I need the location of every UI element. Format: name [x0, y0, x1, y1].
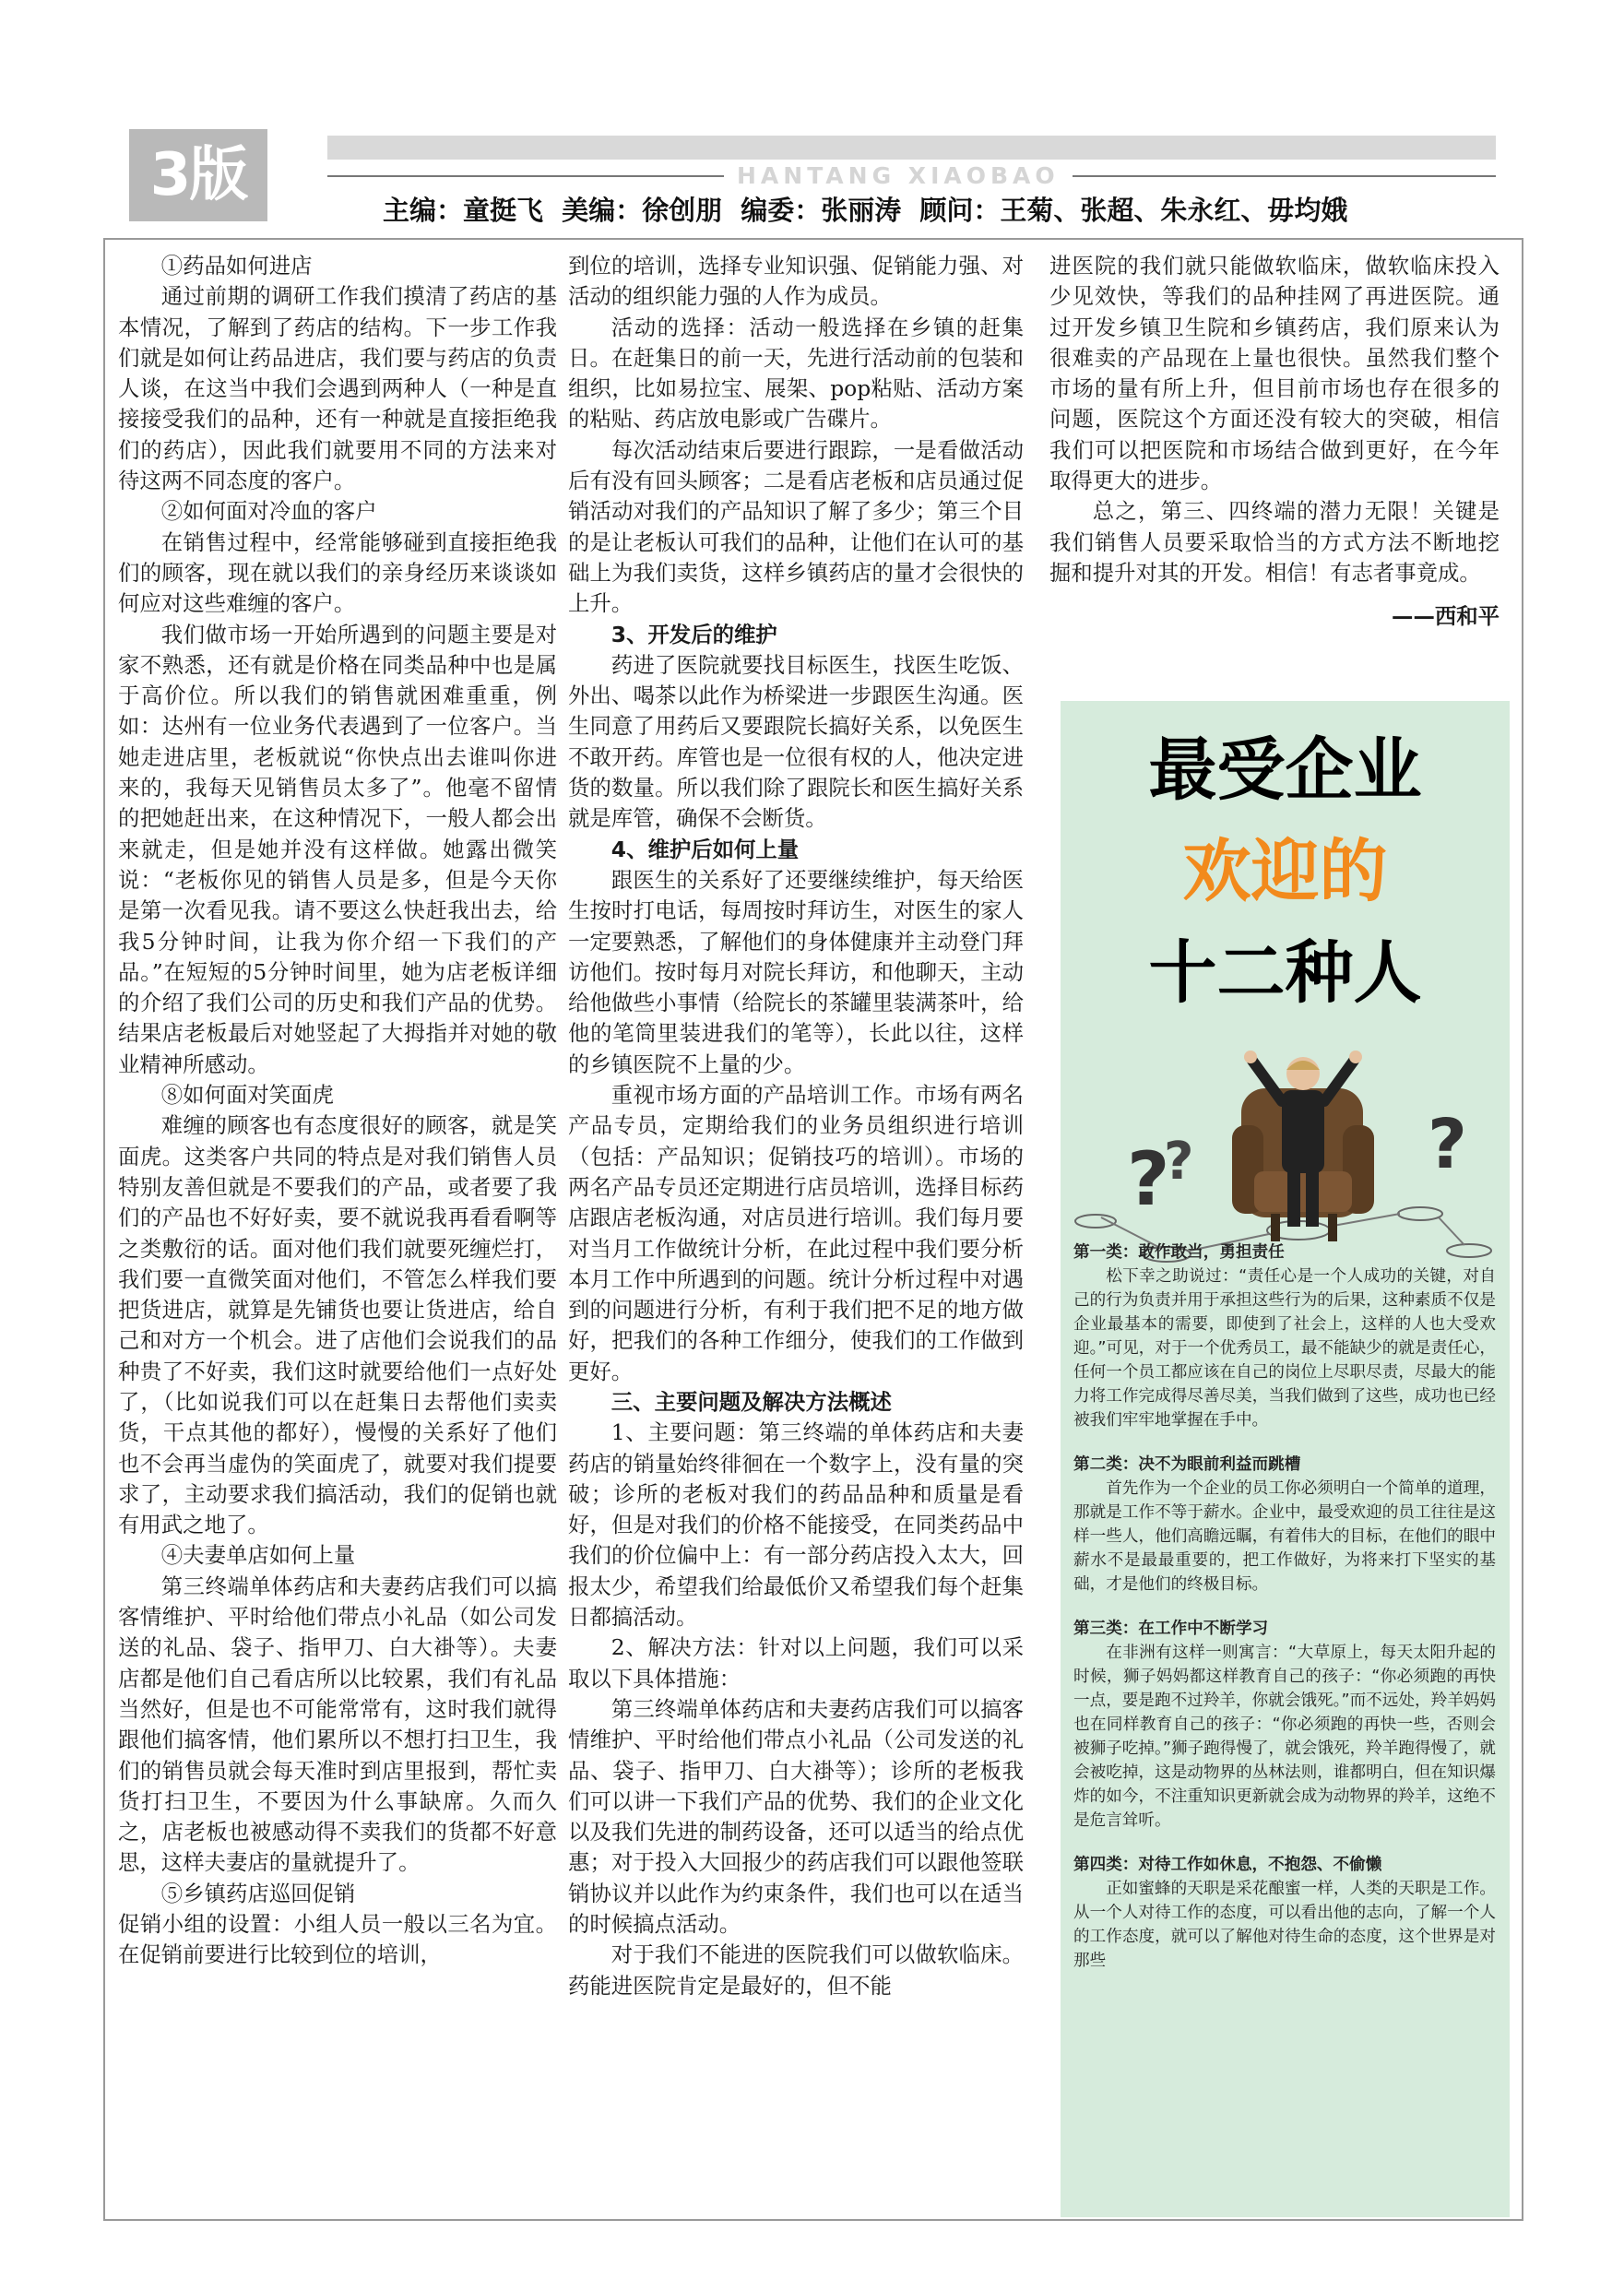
editor-chief: 主编：童挺飞 — [383, 195, 544, 226]
article-column-1 — [118, 251, 557, 1971]
masthead-title: HANTANG XIAOBAO — [724, 164, 1073, 188]
svg-text:?: ? — [1164, 1132, 1194, 1192]
paragraph: 药进了医院就要找目标医生，找医生吃饭、外出、喝茶以此作为桥梁进一步跟医生沟通。医生同意了用药后又要跟院长搞好关系，以免医生不敢开药。库管也是一位很有权的人，他决定进货的数量。所以我们除了跟院长和医生搞好关系就是库管，确保不会断货。 — [568, 651, 1024, 832]
editor-advisors: 顾问：王菊、张超、朱永红、毋均娥 — [919, 195, 1348, 226]
paragraph: 促销小组的设置：小组人员一般以三名为宜。在促销前要进行比较到位的培训， — [118, 1911, 557, 1968]
page-number-badge: 3版 — [129, 129, 267, 221]
editor-committee: 编委：张丽涛 — [741, 195, 902, 226]
paragraph: 重视市场方面的产品培训工作。市场有两名产品专员，定期给我们的业务员组织进行培训（包括：产品知识；促销技巧的培训）。市场的两名产品专员还定期进行店员培训，选择目标药店跟店老板沟通，对店员进行培训。我们每月要对当月工作做统计分析，在此过程中我们要分析本月工作中所遇到的问题。统计分析过程中对遇到的问题进行分析，有利于我们把不足的地方做好，把我们的各种工作细分，使我们的工作做到更好。 — [568, 1082, 1024, 1384]
author-signature: ——西和平 — [1392, 603, 1500, 630]
section-heading: ①药品如何进店 — [160, 253, 313, 279]
paragraph: 跟医生的关系好了还要继续维护，每天给医生按时打电话，每周按时拜访生，对医生的家人一定要熟悉，了解他们的身体健康并主动登门拜访他们。按时每月对院长拜访，和他聊天，主动给他做些小事情（给院长的茶罐里装满茶叶，给他的笔筒里装进我们的笔等），长此以往，这样的乡镇医院不上量的少。 — [568, 866, 1024, 1077]
paragraph: 在销售过程中，经常能够碰到直接拒绝我们的顾客，现在就以我们的亲身经历来谈谈如何应对这些难缠的客户。 — [118, 528, 557, 617]
paragraph: 我们做市场一开始所遇到的问题主要是对家不熟悉，还有就是价格在同类品种中也是属于高价位。所以我们的销售就困难重重，例如：达州有一位业务代表遇到了一位客户。当她走进店里，老板就说“你快点出去谁叫你进来的，我每天见销售员太多了”。他毫不留情的把她赶出来，在这种情况下，一般人都会出来就走，但是她并没有这样做。她露出微笑说：“老板你见的销售人员是多，但是今天你是第一次看见我。请不要这么快赶我出去，给我5分钟时间，让我为你介绍一下我们的产品。”在短短的5分钟时间里，她为店老板详细的介绍了我们公司的历史和我们产品的优势。结果店老板最后对她竖起了大拇指并对她的敬业精神所感动。 — [118, 621, 557, 1077]
svg-text:?: ? — [1428, 1105, 1467, 1184]
section-heading: 3、开发后的维护 — [610, 621, 777, 647]
header-bar — [327, 136, 1496, 160]
paragraph: 1、主要问题：第三终端的单体药店和夫妻药店的销量始终徘徊在一个数字上，没有量的突破；诊所的老板对我们的药品品种和质量是看好，但是对我们的价格不能接受，在同类药品中我们的价位偏中上：有一部分药店投入太大，回报太少，希望我们给最低价又希望我们每个赶集日都搞活动。 — [568, 1419, 1024, 1631]
panel-title-line-2: 欢迎的 — [1182, 832, 1388, 911]
section-heading: ④夫妻单店如何上量 — [160, 1542, 356, 1569]
paragraph: 总之，第三、四终端的潜力无限！关键是我们销售人员要采取恰当的方式方法不断地挖掘和提升对其的开发。相信！有志者事竟成。 — [1049, 498, 1500, 586]
paragraph: 难缠的顾客也有态度很好的顾客，就是笑面虎。这类客户共同的特点是对我们销售人员特别友善但就是不要我们的产品，或者要了我们的产品也不好好卖，要不就说我再看看啊等之类敷衍的话。面对他们我们就要死缠烂打，我们要一直微笑面对他们，不管怎么样我们要把货进店，就算是先铺货也要让货进店，给自己和对方一个机会。进了店他们会说我们的品种贵了不好卖，我们这时就要给他们一点好处了，（比如说我们可以在赶集日去帮他们卖卖货，干点其他的都好），慢慢的关系好了他们也不会再当虚伪的笑面虎了，就要对我们提要求了，主动要求我们搞活动，我们的促销也就有用武之地了。 — [118, 1112, 557, 1538]
paragraph: 第三终端单体药店和夫妻药店我们可以搞客情维护、平时给他们带点小礼品（公司发送的礼品、袋子、指甲刀、白大褂等）；诊所的老板我们可以讲一下我们产品的优势、我们的企业文化以及我们先进的制药设备，还可以适当的给点优惠；对于投入大回报少的药店我们可以跟他签联销协议并以此作为约束条件，我们也可以在适当的时候搞点活动。 — [568, 1695, 1024, 1938]
panel-section-heading: 第二类：决不为眼前利益而跳槽 — [1073, 1455, 1301, 1474]
panel-section-body: 在非洲有这样一则寓言：“大草原上，每天太阳升起的时候，狮子妈妈都这样教育自己的孩子：“你必须跑的再快一点，要是跑不过羚羊，你就会饿死。”而不远处，羚羊妈妈也在同样教育自己的孩子：“你必须跑的再快一些，否则会被狮子吃掉。”狮子跑得慢了，就会饿死，羚羊跑得慢了，就会被吃掉，这是动物界的丛林法则，谁都明白，但在知识爆炸的如今，不注重知识更新就会成为动物界的羚羊，这绝不是危言耸听。 — [1073, 1644, 1496, 1830]
panel-section-body: 正如蜜蜂的天职是采花酿蜜一样，人类的天职是工作。从一个人对待工作的态度，可以看出他的志向，了解一个人的工作态度，就可以了解他对待生命的态度，这个世界是对那些 — [1073, 1880, 1496, 1970]
paragraph: 第三终端单体药店和夫妻药店我们可以搞客情维护、平时给他们带点小礼品（如公司发送的礼品、袋子、指甲刀、白大褂等）。夫妻店都是他们自己看店所以比较累，我们有礼品当然好，但是也不可能常常有，这时我们就得跟他们搞客情，他们累所以不想打扫卫生，我们的销售员就会每天准时到店里报到，帮忙卖货打扫卫生，不要因为什么事缺席。久而久之，店老板也被感动得不卖我们的货都不好意思，这样夫妻店的量就提升了。 — [118, 1573, 557, 1876]
editor-art: 美编：徐创朋 — [562, 195, 723, 226]
panel-section-heading: 第四类：对待工作如休息，不抱怨、不偷懒 — [1073, 1856, 1382, 1874]
section-heading: 4、维护后如何上量 — [610, 836, 800, 862]
paragraph: 对于我们不能进的医院我们可以做软临床。药能进医院肯定是最好的，但不能 — [568, 1941, 1024, 1999]
panel-title-line-1: 最受企业 — [1148, 730, 1422, 810]
section-heading: 三、主要问题及解决方法概述 — [610, 1388, 892, 1415]
masthead — [327, 164, 1496, 188]
paragraph: 2、解决方法：针对以上问题，我们可以采取以下具体措施： — [568, 1634, 1024, 1692]
paragraph: 到位的培训，选择专业知识强、促销能力强、对活动的组织能力强的人作为成员。 — [568, 253, 1024, 310]
article-column-2 — [568, 251, 1024, 2001]
article-column-3 — [1049, 251, 1500, 633]
svg-text:?: ? — [1127, 1136, 1170, 1222]
paragraph: 活动的选择：活动一般选择在乡镇的赶集日。在赶集日的前一天，先进行活动前的包装和组织，比如易拉宝、展架、pop粘贴、活动方案的粘贴、药店放电影或广告碟片。 — [568, 314, 1024, 433]
panel-section-heading: 第三类：在工作中不断学习 — [1073, 1620, 1269, 1638]
panel-title-line-3: 十二种人 — [1148, 933, 1422, 1013]
section-heading: ②如何面对冷血的客户 — [160, 498, 377, 525]
paragraph: 每次活动结束后要进行跟踪，一是看做活动后有没有回头顾客；二是看店老板和店员通过促销活动对我们的产品知识了解了多少；第三个目的是让老板认可我们的品种，让他们在认可的基础上为我们卖货，这样乡镇药店的量才会很快的上升。 — [568, 436, 1024, 617]
section-heading: ⑤乡镇药店巡回促销 — [160, 1880, 356, 1906]
section-heading: ⑧如何面对笑面虎 — [160, 1082, 334, 1109]
panel-section-body: 首先作为一个企业的员工你必须明白一个简单的道理，那就是工作不等于薪水。企业中，最受欢迎的员工往往是这样一些人，他们高瞻远瞩，有着伟大的目标，在他们的眼中薪水不是最最重要的，把工作做好，为将来打下坚实的基础，才是他们的终极目标。 — [1073, 1479, 1496, 1594]
panel-section-body: 松下幸之助说过：“责任心是一个人成功的关键，对自己的行为负责并用于承担这些行为的后果，这种素质不仅是企业最基本的需要，即使到了社会上，这样的人也大受欢迎。”可见，对于一个优秀员工，最不能缺少的就是责任心，任何一个员工都应该在自己的岗位上尽职尽责，尽最大的能力将工作完成得尽善尽美，当我们做到了这些，成功也已经被我们牢牢地掌握在手中。 — [1073, 1267, 1496, 1430]
panel-section-heading: 第一类：敢作敢当，勇担责任 — [1073, 1243, 1285, 1262]
paragraph: 通过前期的调研工作我们摸清了药店的基本情况，了解到了药店的结构。下一步工作我们就是如何让药品进店，我们要与药店的负责人谈，在这当中我们会遇到两种人（一种是直接接受我们的品种，还有一种就是直接拒绝我们的药店），因此我们就要用不同的方法来对待这两不同态度的客户。 — [118, 283, 557, 494]
editor-credits — [383, 190, 1508, 228]
paragraph: 进医院的我们就只能做软临床，做软临床投入少见效快，等我们的品种挂网了再进医院。通过开发乡镇卫生院和乡镇药店，我们原来认为很难卖的产品现在上量也很快。虽然我们整个市场的量有所上升，但目前市场也存在很多的问题，医院这个方面还没有较大的突破，相信我们可以把医院和市场结合做到更好，在今年取得更大的进步。 — [1049, 253, 1500, 494]
panel-body — [1073, 1240, 1496, 1993]
sidebar-panel — [1061, 701, 1510, 2217]
